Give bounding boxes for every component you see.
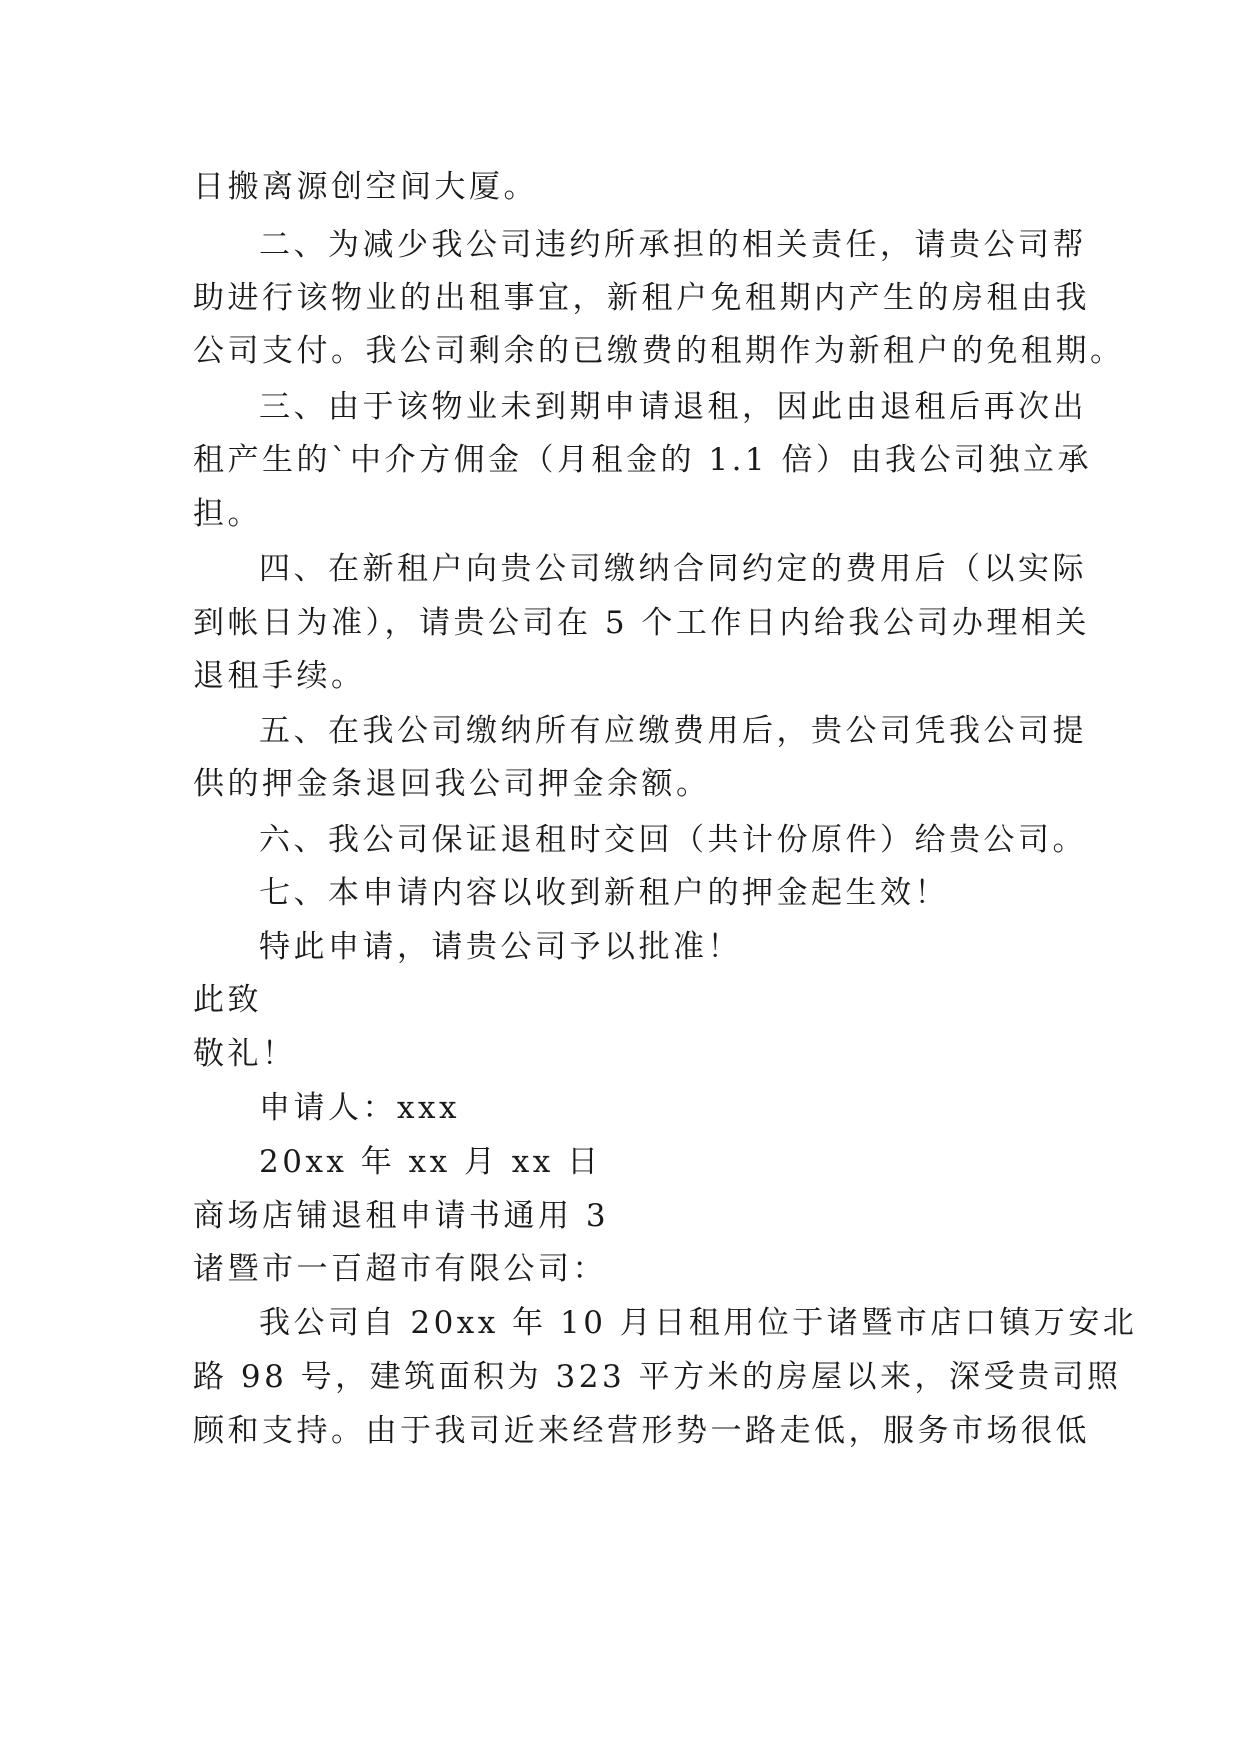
body-line: 顾和支持。由于我司近来经营形势一路走低，服务市场很低 [193, 1413, 1090, 1449]
clause-5-line: 五、在我公司缴纳所有应缴费用后，贵公司凭我公司提 [259, 713, 1087, 749]
text-line: 租产生的`中介方佣金（月租金的 1.1 倍）由我公司独立承 [193, 442, 1093, 478]
text-line: 助进行该物业的出租事宜，新租户免租期内产生的房租由我 [193, 280, 1090, 316]
salutation-line: 此致 [193, 982, 262, 1018]
applicant-line: 申请人：xxx [259, 1090, 460, 1126]
clause-7-line: 七、本申请内容以收到新租户的押金起生效！ [259, 875, 949, 911]
section-title: 商场店铺退租申请书通用 3 [193, 1198, 610, 1234]
clause-3-line: 三、由于该物业未到期申请退租，因此由退租后再次出 [259, 389, 1087, 425]
salutation-line: 敬礼！ [193, 1036, 297, 1072]
clause-2-line: 二、为减少我公司违约所承担的相关责任，请贵公司帮 [259, 227, 1087, 263]
body-line: 我公司自 20xx 年 10 月日租用位于诸暨市店口镇万安北 [259, 1305, 1138, 1341]
date-line: 20xx 年 xx 月 xx 日 [259, 1144, 602, 1180]
closing-request: 特此申请，请贵公司予以批准！ [259, 929, 742, 965]
text-line: 退租手续。 [193, 658, 366, 694]
text-line: 到帐日为准），请贵公司在 5 个工作日内给我公司办理相关 [193, 605, 1090, 641]
clause-6-line: 六、我公司保证退租时交回（共计份原件）给贵公司。 [259, 822, 1087, 858]
text-line: 担。 [193, 496, 262, 532]
body-line: 路 98 号，建筑面积为 323 平方米的房屋以来，深受贵司照 [193, 1359, 1122, 1395]
clause-4-line: 四、在新租户向贵公司缴纳合同约定的费用后（以实际 [259, 551, 1087, 587]
text-line: 公司支付。我公司剩余的已缴费的租期作为新租户的免租期。 [193, 333, 1125, 369]
text-line: 供的押金条退回我公司押金余额。 [193, 766, 711, 802]
addressee-line: 诸暨市一百超市有限公司： [193, 1251, 607, 1287]
text-line: 日搬离源创空间大厦。 [193, 169, 538, 205]
